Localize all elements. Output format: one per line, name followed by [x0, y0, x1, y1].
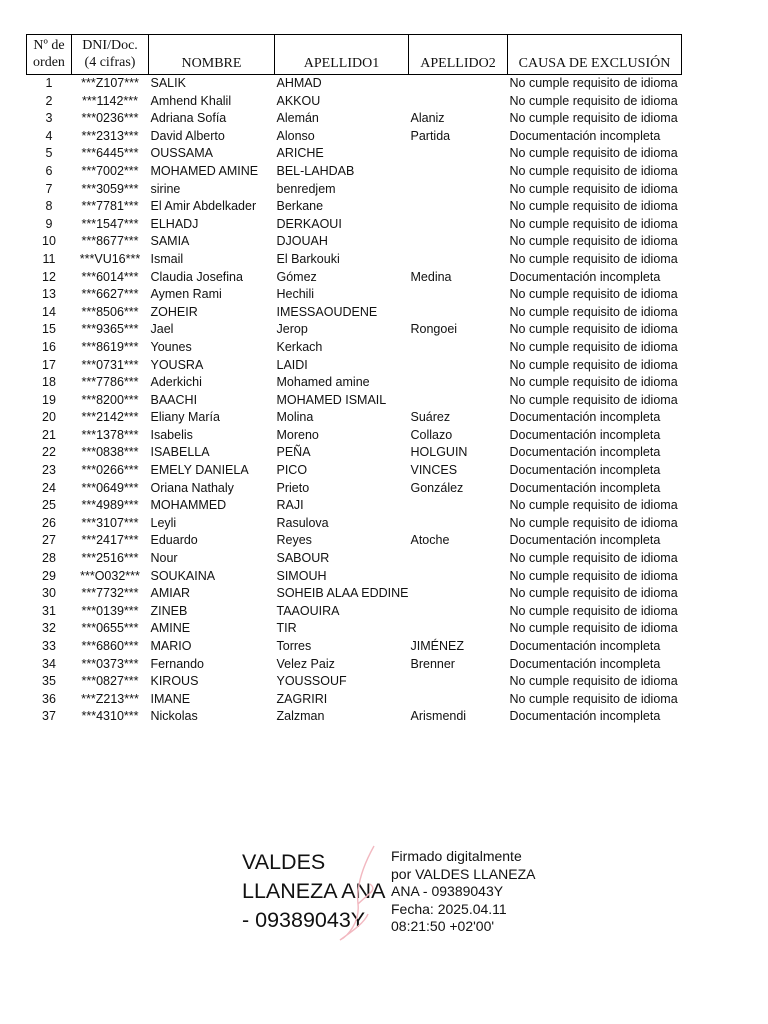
- cell-apellido2: [409, 497, 508, 515]
- cell-causa: No cumple requisito de idioma: [509, 93, 678, 108]
- cell-causa: No cumple requisito de idioma: [509, 76, 678, 90]
- table-row: [27, 128, 682, 146]
- cell-causa: Documentación incompleta: [509, 639, 661, 653]
- cell-nombre: Leyli: [150, 515, 177, 530]
- cell-apellido1: AKKOU: [276, 93, 321, 108]
- cell-nombre: Eduardo: [150, 533, 198, 548]
- cell-order: 33: [42, 639, 56, 653]
- cell-apellido1: Kerkach: [276, 339, 323, 354]
- cell-apellido2: [409, 515, 508, 533]
- cell-nombre: Aderkichi: [150, 375, 202, 390]
- table-row: [27, 339, 682, 357]
- cell-order: 34: [42, 656, 56, 671]
- cell-order: 2: [45, 93, 53, 108]
- cell-apellido2: [409, 691, 508, 709]
- cell-nombre: Nour: [150, 551, 178, 566]
- cell-apellido1: RAJI: [276, 498, 304, 513]
- cell-order: 10: [42, 234, 56, 249]
- signature-detail-line2: por VALDES LLANEZA: [391, 865, 536, 882]
- cell-dni: ***3107***: [81, 515, 139, 530]
- cell-apellido2: [409, 233, 508, 251]
- cell-causa: Documentación incompleta: [509, 269, 661, 284]
- table-row: [27, 216, 682, 234]
- table-row: [27, 673, 682, 691]
- header-apellido2: APELLIDO2: [409, 35, 508, 75]
- cell-order: 37: [42, 709, 56, 724]
- cell-order: 21: [42, 427, 56, 442]
- cell-order: 29: [42, 568, 56, 583]
- cell-order: 9: [45, 216, 53, 231]
- cell-apellido2: [409, 550, 508, 568]
- cell-dni: ***8619***: [81, 339, 139, 354]
- table-row: [27, 392, 682, 410]
- cell-apellido1: Berkane: [276, 199, 324, 214]
- cell-apellido1: Jerop: [276, 322, 308, 337]
- cell-apellido1: PICO: [276, 463, 308, 478]
- cell-causa: Documentación incompleta: [509, 656, 661, 671]
- cell-dni: ***6014***: [81, 269, 139, 284]
- table-row: [27, 585, 682, 603]
- cell-order: 17: [42, 357, 56, 372]
- header-nombre: NOMBRE: [149, 35, 275, 75]
- cell-apellido2: [409, 603, 508, 621]
- cell-order: 7: [45, 181, 53, 196]
- cell-apellido1: Molina: [276, 410, 314, 425]
- cell-order: 26: [42, 515, 56, 530]
- cell-nombre: YOUSRA: [150, 357, 204, 372]
- header-order-line2: orden: [33, 54, 65, 70]
- cell-nombre: AMIAR: [150, 586, 191, 601]
- table-row: [27, 497, 682, 515]
- cell-apellido2: JIMÉNEZ: [410, 639, 464, 653]
- cell-apellido2: [409, 568, 508, 586]
- cell-dni: ***7781***: [81, 199, 139, 214]
- cell-order: 16: [42, 339, 56, 354]
- cell-nombre: KIROUS: [150, 674, 199, 689]
- cell-order: 19: [42, 392, 56, 407]
- cell-apellido2: [409, 620, 508, 638]
- cell-dni: ***0649***: [81, 480, 139, 495]
- table-row: [27, 568, 682, 586]
- cell-apellido1: BEL-LAHDAB: [276, 163, 355, 178]
- cell-causa: No cumple requisito de idioma: [509, 551, 678, 566]
- cell-apellido1: Velez Paiz: [276, 656, 335, 671]
- cell-causa: No cumple requisito de idioma: [509, 199, 678, 214]
- header-causa: CAUSA DE EXCLUSIÓN: [508, 35, 682, 75]
- cell-causa: No cumple requisito de idioma: [509, 304, 678, 319]
- cell-nombre: Oriana Nathaly: [150, 480, 234, 495]
- cell-order: 20: [42, 410, 56, 425]
- cell-nombre: MOHAMMED: [150, 498, 227, 513]
- cell-dni: ***0827***: [81, 674, 139, 689]
- cell-apellido2: González: [410, 480, 464, 495]
- cell-dni: ***2516***: [81, 551, 139, 566]
- cell-order: 35: [42, 674, 56, 689]
- cell-order: 25: [42, 498, 56, 513]
- cell-order: 32: [42, 621, 56, 636]
- cell-causa: Documentación incompleta: [509, 410, 661, 425]
- cell-causa: No cumple requisito de idioma: [509, 146, 678, 161]
- cell-apellido2: [409, 145, 508, 163]
- cell-causa: No cumple requisito de idioma: [509, 322, 678, 337]
- cell-apellido2: Partida: [410, 128, 451, 143]
- cell-order: 6: [45, 163, 53, 178]
- cell-order: 24: [42, 480, 56, 495]
- cell-dni: ***0731***: [81, 357, 139, 372]
- cell-apellido1: DJOUAH: [276, 234, 328, 249]
- cell-apellido2: [409, 673, 508, 691]
- table-row: [27, 75, 682, 93]
- cell-apellido2: Rongoei: [410, 322, 458, 337]
- cell-apellido1: Prieto: [276, 480, 310, 495]
- cell-causa: No cumple requisito de idioma: [509, 392, 678, 407]
- cell-nombre: Claudia Josefina: [150, 269, 243, 284]
- cell-apellido1: Reyes: [276, 533, 312, 548]
- table-row: [27, 620, 682, 638]
- cell-nombre: Aymen Rami: [150, 287, 222, 302]
- cell-causa: No cumple requisito de idioma: [509, 234, 678, 249]
- cell-causa: No cumple requisito de idioma: [509, 498, 678, 513]
- table-row: [27, 321, 682, 339]
- cell-apellido2: [409, 251, 508, 269]
- table-row: [27, 181, 682, 199]
- cell-nombre: sirine: [150, 181, 181, 196]
- cell-nombre: Fernando: [150, 656, 205, 671]
- cell-apellido1: Mohamed amine: [276, 375, 370, 390]
- cell-order: 30: [42, 586, 56, 601]
- table-row: [27, 515, 682, 533]
- cell-order: 15: [42, 322, 56, 337]
- cell-apellido1: LAIDI: [276, 357, 308, 372]
- cell-nombre: ELHADJ: [150, 216, 199, 231]
- cell-order: 13: [42, 287, 56, 302]
- header-apellido1: APELLIDO1: [275, 35, 409, 75]
- cell-order: 28: [42, 551, 56, 566]
- cell-apellido1: Alonso: [276, 128, 315, 143]
- cell-dni: ***Z107***: [81, 76, 139, 90]
- cell-dni: ***0139***: [81, 603, 139, 618]
- cell-apellido2: Medina: [410, 269, 452, 284]
- cell-dni: ***4989***: [81, 498, 139, 513]
- cell-apellido2: [409, 198, 508, 216]
- signature-flourish-icon: [334, 844, 394, 944]
- cell-dni: ***VU16***: [79, 251, 141, 266]
- table-row: [27, 462, 682, 480]
- cell-dni: ***0266***: [81, 463, 139, 478]
- cell-causa: Documentación incompleta: [509, 463, 661, 478]
- table-row: [27, 427, 682, 445]
- cell-nombre: El Amir Abdelkader: [150, 199, 257, 214]
- cell-dni: ***7732***: [81, 586, 139, 601]
- cell-nombre: Ismail: [150, 251, 184, 266]
- cell-apellido1: Hechili: [276, 287, 315, 302]
- cell-causa: No cumple requisito de idioma: [509, 216, 678, 231]
- cell-dni: ***2313***: [81, 128, 139, 143]
- table-row: [27, 93, 682, 111]
- signature-detail-line5: 08:21:50 +02'00': [391, 918, 495, 935]
- cell-apellido1: TAAOUIRA: [276, 603, 340, 618]
- cell-order: 23: [42, 463, 56, 478]
- signer-name-line1: VALDES: [242, 850, 326, 874]
- cell-dni: ***0373***: [81, 656, 139, 671]
- cell-nombre: Nickolas: [150, 709, 198, 724]
- cell-apellido1: PEÑA: [276, 445, 311, 460]
- cell-nombre: Isabelis: [150, 427, 193, 442]
- cell-order: 18: [42, 375, 56, 390]
- cell-nombre: Eliany María: [150, 410, 220, 425]
- cell-apellido2: Collazo: [410, 427, 453, 442]
- table-row: [27, 638, 682, 656]
- cell-dni: ***7786***: [81, 375, 139, 390]
- cell-apellido1: Torres: [276, 639, 312, 653]
- signer-name-line3: - 09389043Y: [242, 908, 366, 932]
- cell-order: 27: [42, 533, 56, 548]
- cell-dni: ***8506***: [81, 304, 139, 319]
- cell-apellido2: [409, 304, 508, 322]
- cell-apellido1: ZAGRIRI: [276, 691, 328, 706]
- cell-causa: No cumple requisito de idioma: [509, 586, 678, 601]
- table-row: [27, 251, 682, 269]
- cell-causa: Documentación incompleta: [509, 445, 661, 460]
- table-row: [27, 145, 682, 163]
- cell-causa: Documentación incompleta: [509, 128, 661, 143]
- cell-causa: Documentación incompleta: [509, 533, 661, 548]
- cell-nombre: Adriana Sofía: [150, 111, 227, 126]
- cell-apellido1: TIR: [276, 621, 297, 636]
- cell-nombre: MOHAMED AMINE: [150, 163, 259, 178]
- header-dni: [72, 35, 149, 75]
- cell-apellido2: Brenner: [410, 656, 455, 671]
- cell-dni: ***6627***: [81, 287, 139, 302]
- cell-order: 5: [45, 146, 53, 161]
- cell-nombre: OUSSAMA: [150, 146, 214, 161]
- cell-order: 8: [45, 199, 53, 214]
- cell-apellido1: YOUSSOUF: [276, 674, 347, 689]
- cell-apellido1: El Barkouki: [276, 251, 340, 266]
- cell-apellido2: [409, 392, 508, 410]
- table-row: [27, 286, 682, 304]
- cell-causa: Documentación incompleta: [509, 709, 661, 724]
- table-row: [27, 304, 682, 322]
- header-dni-line1: DNI/Doc.: [82, 37, 138, 53]
- cell-nombre: SAMIA: [150, 234, 190, 249]
- header-order: [27, 35, 72, 75]
- table-row: [27, 603, 682, 621]
- cell-apellido1: SIMOUH: [276, 568, 327, 583]
- cell-apellido1: ARICHE: [276, 146, 324, 161]
- cell-order: 14: [42, 304, 56, 319]
- cell-apellido2: [409, 585, 508, 603]
- cell-dni: ***1142***: [81, 93, 139, 108]
- table-row: [27, 357, 682, 375]
- cell-apellido1: IMESSAOUDENE: [276, 304, 378, 319]
- table-row: [27, 110, 682, 128]
- cell-apellido2: [409, 286, 508, 304]
- cell-nombre: Amhend Khalil: [150, 93, 232, 108]
- signature-detail-line3: ANA - 09389043Y: [391, 883, 504, 900]
- cell-dni: ***1547***: [81, 216, 139, 231]
- cell-dni: ***7002***: [81, 163, 139, 178]
- cell-apellido2: Alaniz: [410, 111, 445, 126]
- table-row: [27, 198, 682, 216]
- cell-order: 31: [42, 603, 56, 618]
- cell-apellido2: Arismendi: [410, 709, 467, 724]
- cell-order: 36: [42, 691, 56, 706]
- cell-order: 11: [42, 251, 56, 266]
- cell-apellido2: HOLGUIN: [410, 445, 468, 460]
- cell-apellido1: Gómez: [276, 269, 317, 284]
- cell-apellido2: Suárez: [410, 410, 451, 425]
- cell-order: 4: [45, 128, 53, 143]
- cell-causa: Documentación incompleta: [509, 480, 661, 495]
- table-row: [27, 708, 682, 726]
- signature-detail-line4: Fecha: 2025.04.11: [391, 900, 507, 917]
- cell-causa: No cumple requisito de idioma: [509, 357, 678, 372]
- cell-causa: No cumple requisito de idioma: [509, 515, 678, 530]
- cell-dni: ***0838***: [81, 445, 139, 460]
- cell-apellido2: [409, 163, 508, 181]
- cell-nombre: Younes: [150, 339, 192, 354]
- cell-causa: No cumple requisito de idioma: [509, 287, 678, 302]
- cell-dni: ***0655***: [81, 621, 139, 636]
- cell-apellido2: [409, 339, 508, 357]
- cell-apellido2: Atoche: [410, 533, 450, 548]
- cell-apellido1: Alemán: [276, 111, 319, 126]
- cell-apellido1: MOHAMED ISMAIL: [276, 392, 387, 407]
- signature-details: [391, 848, 535, 936]
- cell-dni: ***0236***: [81, 111, 139, 126]
- cell-causa: No cumple requisito de idioma: [509, 339, 678, 354]
- cell-nombre: ISABELLA: [150, 445, 210, 460]
- signer-name-line2: LLANEZA ANA: [242, 879, 386, 903]
- cell-apellido2: [409, 216, 508, 234]
- table-row: [27, 656, 682, 674]
- cell-causa: No cumple requisito de idioma: [509, 111, 678, 126]
- cell-apellido1: Rasulova: [276, 515, 329, 530]
- cell-causa: No cumple requisito de idioma: [509, 674, 678, 689]
- header-dni-line2: (4 cifras): [84, 54, 136, 70]
- cell-causa: No cumple requisito de idioma: [509, 603, 678, 618]
- cell-apellido2: [409, 93, 508, 111]
- table-row: [27, 233, 682, 251]
- table-row: [27, 444, 682, 462]
- table-row: [27, 374, 682, 392]
- cell-order: 12: [42, 269, 56, 284]
- table-body: [27, 75, 682, 726]
- cell-apellido1: SOHEIB ALAA EDDINE: [276, 586, 409, 601]
- cell-nombre: BAACHI: [150, 392, 198, 407]
- exclusion-table: [26, 34, 682, 726]
- cell-dni: ***9365***: [81, 322, 139, 337]
- cell-causa: No cumple requisito de idioma: [509, 568, 678, 583]
- cell-dni: ***2417***: [81, 533, 139, 548]
- cell-causa: No cumple requisito de idioma: [509, 181, 678, 196]
- signature-detail-line1: Firmado digitalmente: [391, 848, 522, 864]
- cell-nombre: SALIK: [150, 76, 186, 90]
- cell-causa: No cumple requisito de idioma: [509, 691, 678, 706]
- cell-dni: ***8677***: [81, 234, 139, 249]
- cell-apellido2: [409, 181, 508, 199]
- table-row: [27, 550, 682, 568]
- cell-apellido1: benredjem: [276, 181, 336, 196]
- cell-order: 1: [45, 76, 53, 90]
- cell-apellido1: DERKAOUI: [276, 216, 342, 231]
- cell-apellido1: SABOUR: [276, 551, 330, 566]
- cell-dni: ***4310***: [81, 709, 139, 724]
- cell-apellido1: Zalzman: [276, 709, 325, 724]
- header-order-line1: Nº de: [33, 37, 65, 53]
- cell-nombre: IMANE: [150, 691, 191, 706]
- cell-apellido1: AHMAD: [276, 76, 322, 90]
- cell-nombre: David Alberto: [150, 128, 225, 143]
- cell-dni: ***O032***: [80, 568, 140, 583]
- cell-order: 22: [42, 445, 56, 460]
- table-header: [27, 35, 682, 75]
- cell-order: 3: [45, 111, 53, 126]
- cell-dni: ***3059***: [81, 181, 139, 196]
- table-row: [27, 480, 682, 498]
- cell-nombre: ZINEB: [150, 603, 188, 618]
- cell-apellido2: [409, 357, 508, 375]
- cell-nombre: AMINE: [150, 621, 191, 636]
- cell-dni: ***Z213***: [81, 691, 139, 706]
- cell-apellido2: [409, 75, 508, 93]
- table-row: [27, 163, 682, 181]
- table-row: [27, 691, 682, 709]
- cell-apellido2: [409, 374, 508, 392]
- cell-nombre: Jael: [150, 322, 174, 337]
- cell-nombre: ZOHEIR: [150, 304, 198, 319]
- table-row: [27, 269, 682, 287]
- cell-causa: No cumple requisito de idioma: [509, 251, 678, 266]
- cell-nombre: SOUKAINA: [150, 568, 216, 583]
- digital-signature: [242, 848, 552, 948]
- table-row: [27, 532, 682, 550]
- cell-causa: No cumple requisito de idioma: [509, 621, 678, 636]
- cell-dni: ***6445***: [81, 146, 139, 161]
- cell-causa: No cumple requisito de idioma: [509, 163, 678, 178]
- cell-causa: Documentación incompleta: [509, 427, 661, 442]
- cell-nombre: EMELY DANIELA: [150, 463, 249, 478]
- cell-nombre: MARIO: [150, 639, 192, 653]
- cell-dni: ***6860***: [81, 639, 139, 653]
- cell-dni: ***2142***: [81, 410, 139, 425]
- cell-dni: ***8200***: [81, 392, 139, 407]
- cell-dni: ***1378***: [81, 427, 139, 442]
- cell-causa: No cumple requisito de idioma: [509, 375, 678, 390]
- cell-apellido2: VINCES: [410, 463, 458, 478]
- cell-apellido1: Moreno: [276, 427, 319, 442]
- table-row: [27, 409, 682, 427]
